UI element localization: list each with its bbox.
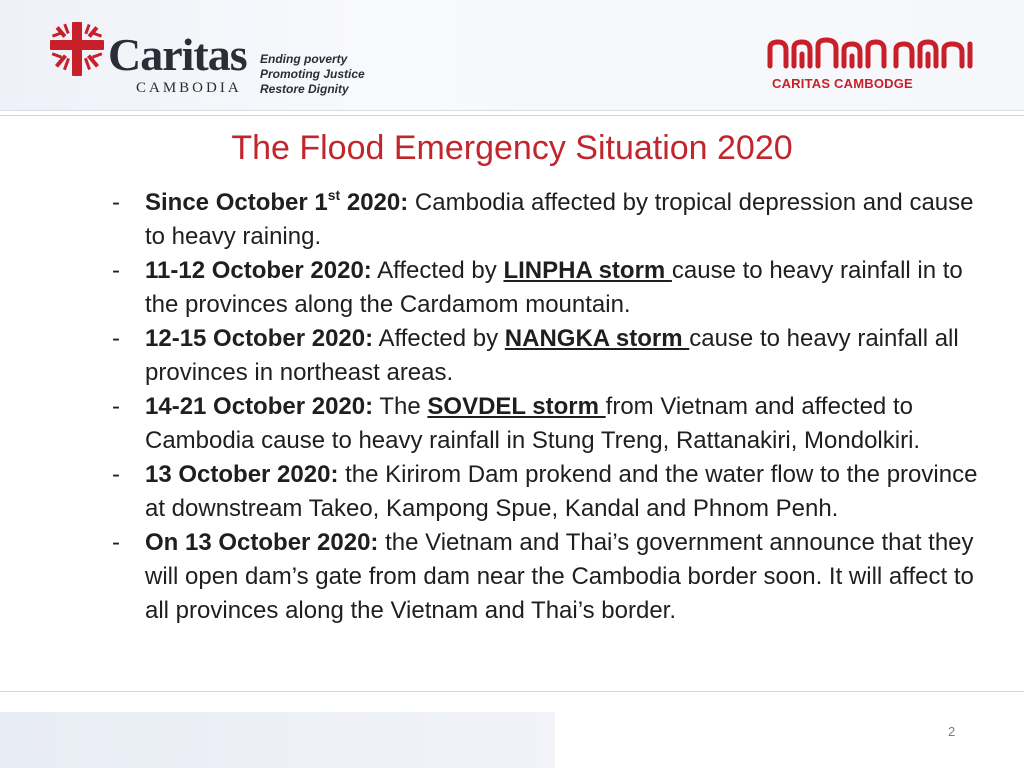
tagline: Ending poverty: [260, 52, 348, 66]
caritas-cross-icon: [48, 20, 106, 78]
slide-header: [0, 0, 1024, 111]
tagline: Restore Dignity: [260, 82, 349, 96]
item-text: The: [373, 393, 428, 420]
item-text: from Vietnam and affected to Cambodia cause to heavy rainfall in Stung Treng, Rattanakiri, Mondolkiri.: [145, 393, 921, 454]
list-item: [112, 322, 992, 390]
storm-name: SOVDEL storm: [427, 393, 606, 420]
item-text: cause to heavy rainfall all provinces in northeast areas.: [145, 325, 959, 386]
caritas-cambodge-logo: [760, 36, 980, 96]
storm-name: LINPHA storm: [503, 257, 672, 284]
item-date: 12-15 October 2020:: [145, 325, 374, 352]
brand-name: Caritas: [108, 29, 247, 80]
list-item: [112, 458, 992, 526]
khmer-wordmark-icon: [764, 36, 976, 72]
item-text: the Vietnam and Thai’s government announce that they will open dam’s gate from dam near the Cambodia border soon. It will affect to all provinces along the Vietnam and Thai’s border.: [145, 529, 974, 624]
list-item: [112, 526, 992, 628]
situation-list: [112, 186, 992, 628]
brand-taglines: [260, 52, 365, 97]
list-item: [112, 254, 992, 322]
bullet-dash: -: [112, 325, 120, 352]
bullet-dash: -: [112, 461, 120, 488]
slide-title: The Flood Emergency Situation 2020: [231, 129, 793, 167]
footer-band: [0, 712, 555, 768]
item-text: Cambodia affected by tropical depression and cause to heavy raining.: [145, 189, 974, 250]
storm-name: NANGKA storm: [504, 325, 690, 352]
bullet-dash: -: [112, 257, 120, 284]
item-date: Since October 1st 2020:: [145, 187, 409, 216]
ordinal-suffix: st: [327, 187, 341, 203]
item-date: 14-21 October 2020:: [145, 393, 374, 420]
caritas-cambodge-label: CARITAS CAMBODGE: [772, 76, 913, 91]
caritas-cambodia-logo: [48, 20, 368, 100]
list-item: [112, 390, 992, 458]
page-number: 2: [948, 724, 956, 739]
bullet-dash: -: [112, 189, 120, 216]
footer-divider: [0, 691, 1024, 692]
bullet-dash: -: [112, 393, 120, 420]
item-text: Affected by: [371, 257, 504, 284]
bullet-dash: -: [112, 529, 120, 556]
item-text: Affected by: [373, 325, 505, 352]
item-date: On 13 October 2020:: [145, 529, 379, 556]
header-divider: [0, 115, 1024, 116]
item-text: cause to heavy rainfall in to the provinces along the Cardamom mountain.: [145, 257, 963, 318]
item-text: the Kirirom Dam prokend and the water flow to the province at downstream Takeo, Kampong Spue, Kandal and Phnom Penh.: [145, 461, 978, 522]
item-date: 11-12 October 2020:: [145, 257, 372, 284]
brand-subtitle: CAMBODIA: [136, 80, 242, 96]
item-date: 13 October 2020:: [145, 461, 339, 488]
tagline: Promoting Justice: [260, 67, 365, 81]
list-item: [112, 186, 992, 254]
